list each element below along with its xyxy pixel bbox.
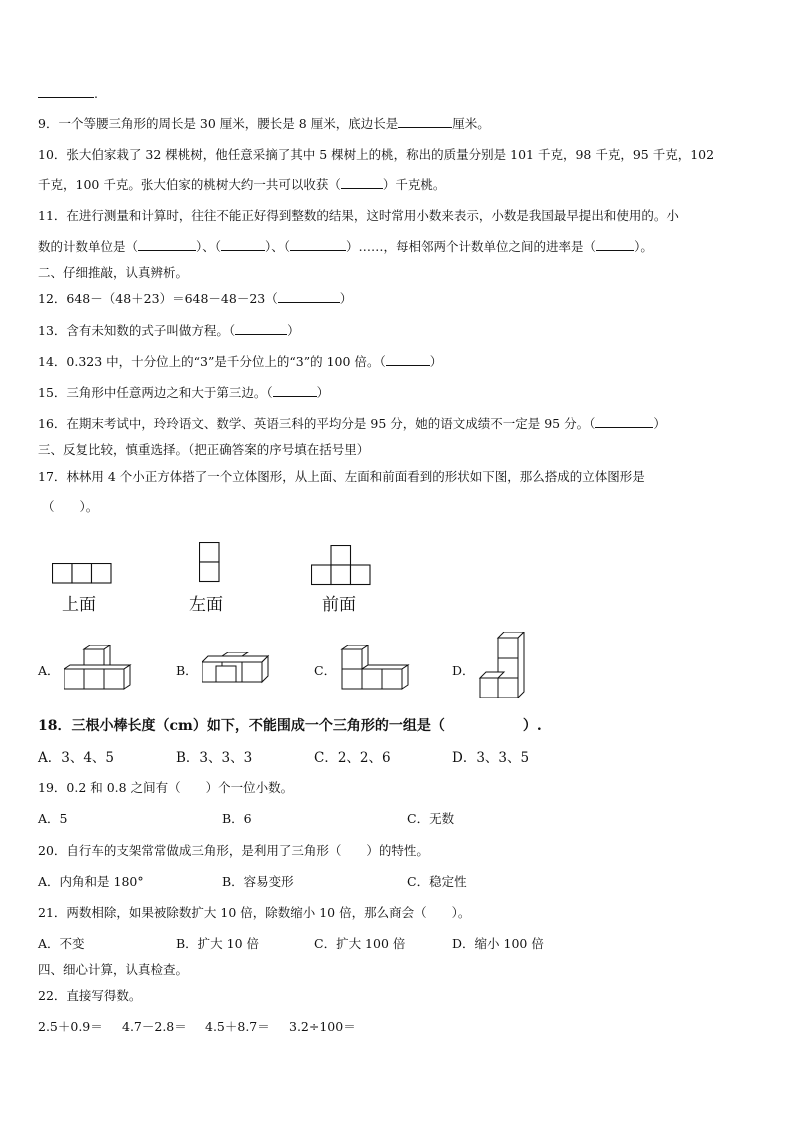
answer-blank [278, 291, 340, 303]
answer-blank [273, 385, 317, 397]
question-14-end: ） [429, 354, 443, 369]
option-b-label: B． [176, 663, 198, 678]
question-11-line1: 11．在进行测量和计算时，往往不能正好得到整数的结果，这时常用小数来表示，小数是我国最早提出和使用的。小 [38, 208, 679, 223]
left-view-figure [199, 542, 221, 584]
q18-option-c: C．2、2、6 [314, 750, 391, 766]
question-10-end: ）千克桃。 [382, 177, 446, 192]
answer-blank [341, 177, 383, 189]
q20-option-a: A．内角和是 180° [38, 874, 144, 889]
question-11-end: ）。 [634, 239, 653, 254]
answer-blank [221, 239, 265, 251]
answer-blank [38, 86, 94, 98]
q22-item-3: 4.5＋8.7＝ [205, 1019, 270, 1034]
q21-option-b: B．扩大 10 倍 [176, 936, 260, 951]
question-16 [38, 416, 666, 432]
question-18-end: ）. [522, 718, 542, 734]
question-10-line2 [38, 177, 445, 193]
question-11-sep: ）、（ [265, 239, 291, 254]
q18-option-b: B．3、3、3 [176, 750, 253, 766]
option-c-figure [340, 645, 412, 693]
option-a-figure [64, 645, 134, 693]
section-heading-3: 三、反复比较，慎重选择。（把正确答案的序号填在括号里） [38, 442, 370, 457]
question-19: 19．0.2 和 0.8 之间有（ ）个一位小数。 [38, 780, 294, 795]
q22-item-1: 2.5＋0.9＝ [38, 1019, 103, 1034]
question-18 [38, 718, 542, 734]
q18-option-d: D．3、3、5 [452, 750, 530, 766]
q21-option-a: A．不变 [38, 936, 85, 951]
question-15-end: ） [316, 385, 330, 400]
question-12-end: ） [339, 291, 353, 306]
question-14-text: 14．0.323 中，十分位上的“3”是千分位上的“3”的 100 倍。（ [38, 354, 386, 369]
question-11-sep: ）、（ [196, 239, 222, 254]
top-fragment [38, 86, 98, 102]
q18-option-a: A．3、4、5 [38, 750, 115, 766]
question-13-end: ） [287, 323, 300, 338]
answer-blank [138, 239, 196, 251]
question-11-line2 [38, 239, 653, 255]
question-12-text: 12．648－（48＋23）＝648－48－23（ [38, 291, 278, 306]
option-b-figure [202, 652, 274, 684]
top-view-label: 上面 [62, 595, 96, 615]
question-11-text2: ）……，每相邻两个计数单位之间的进率是（ [346, 239, 597, 254]
option-d-figure [478, 632, 528, 698]
answer-blank [595, 416, 653, 428]
question-16-end: ） [653, 416, 666, 431]
question-15 [38, 385, 329, 401]
q22-item-2: 4.7－2.8＝ [122, 1019, 187, 1034]
question-9-unit: 厘米。 [452, 116, 490, 131]
question-10-line1: 10．张大伯家栽了 32 棵桃树，他任意采摘了其中 5 棵树上的桃，称出的质量分别是 101 千克，98 千克，95 千克，102 [38, 147, 715, 162]
q20-option-c: C．稳定性 [407, 874, 467, 889]
question-18-text: 18．三根小棒长度（cm）如下，不能围成一个三角形的一组是（ [38, 718, 445, 734]
question-20: 20．自行车的支架常常做成三角形，是利用了三角形（ ）的特性。 [38, 843, 429, 858]
option-a-label: A． [38, 663, 60, 678]
question-16-text: 16．在期末考试中，玲玲语文、数学、英语三科的平均分是 95 分，她的语文成绩不一定是 95 分。（ [38, 416, 596, 431]
fragment-period: . [94, 86, 98, 101]
question-13 [38, 323, 300, 339]
answer-blank [235, 323, 287, 335]
question-17-line2: （ ）。 [42, 499, 99, 514]
question-11-text: 数的计数单位是（ [38, 239, 139, 254]
question-10-text: 千克，100 千克。张大伯家的桃树大约一共可以收获（ [38, 177, 341, 192]
q19-option-b: B．6 [222, 811, 252, 826]
answer-blank [596, 239, 634, 251]
question-22: 22．直接写得数。 [38, 988, 142, 1003]
answer-blank [290, 239, 346, 251]
question-9-text: 9．一个等腰三角形的周长是 30 厘米，腰长是 8 厘米，底边长是 [38, 116, 399, 131]
q20-option-b: B．容易变形 [222, 874, 294, 889]
left-view-label: 左面 [189, 595, 223, 615]
q22-item-4: 3.2÷100＝ [289, 1019, 356, 1034]
section-heading-4: 四、细心计算，认真检查。 [38, 962, 189, 977]
question-15-text: 15．三角形中任意两边之和大于第三边。（ [38, 385, 273, 400]
question-21: 21．两数相除，如果被除数扩大 10 倍，除数缩小 10 倍，那么商会（ ）。 [38, 905, 471, 920]
q19-option-a: A．5 [38, 811, 68, 826]
answer-blank [386, 354, 430, 366]
front-view-label: 前面 [322, 595, 356, 615]
front-view-figure [311, 545, 373, 587]
question-14 [38, 354, 442, 370]
option-d-label: D． [452, 663, 475, 678]
q21-option-c: C．扩大 100 倍 [314, 936, 406, 951]
q21-option-d: D．缩小 100 倍 [452, 936, 544, 951]
top-view-figure [52, 563, 114, 585]
option-c-label: C． [314, 663, 337, 678]
q19-option-c: C．无数 [407, 811, 455, 826]
question-9 [38, 116, 490, 132]
question-13-text: 13．含有未知数的式子叫做方程。（ [38, 323, 236, 338]
question-17-line1: 17．林林用 4 个小正方体搭了一个立体图形，从上面、左面和前面看到的形状如下图，那么搭成的立体图形是 [38, 469, 645, 484]
question-12 [38, 291, 352, 307]
answer-blank [398, 116, 452, 128]
section-heading-2: 二、仔细推敲，认真辨析。 [38, 265, 189, 280]
